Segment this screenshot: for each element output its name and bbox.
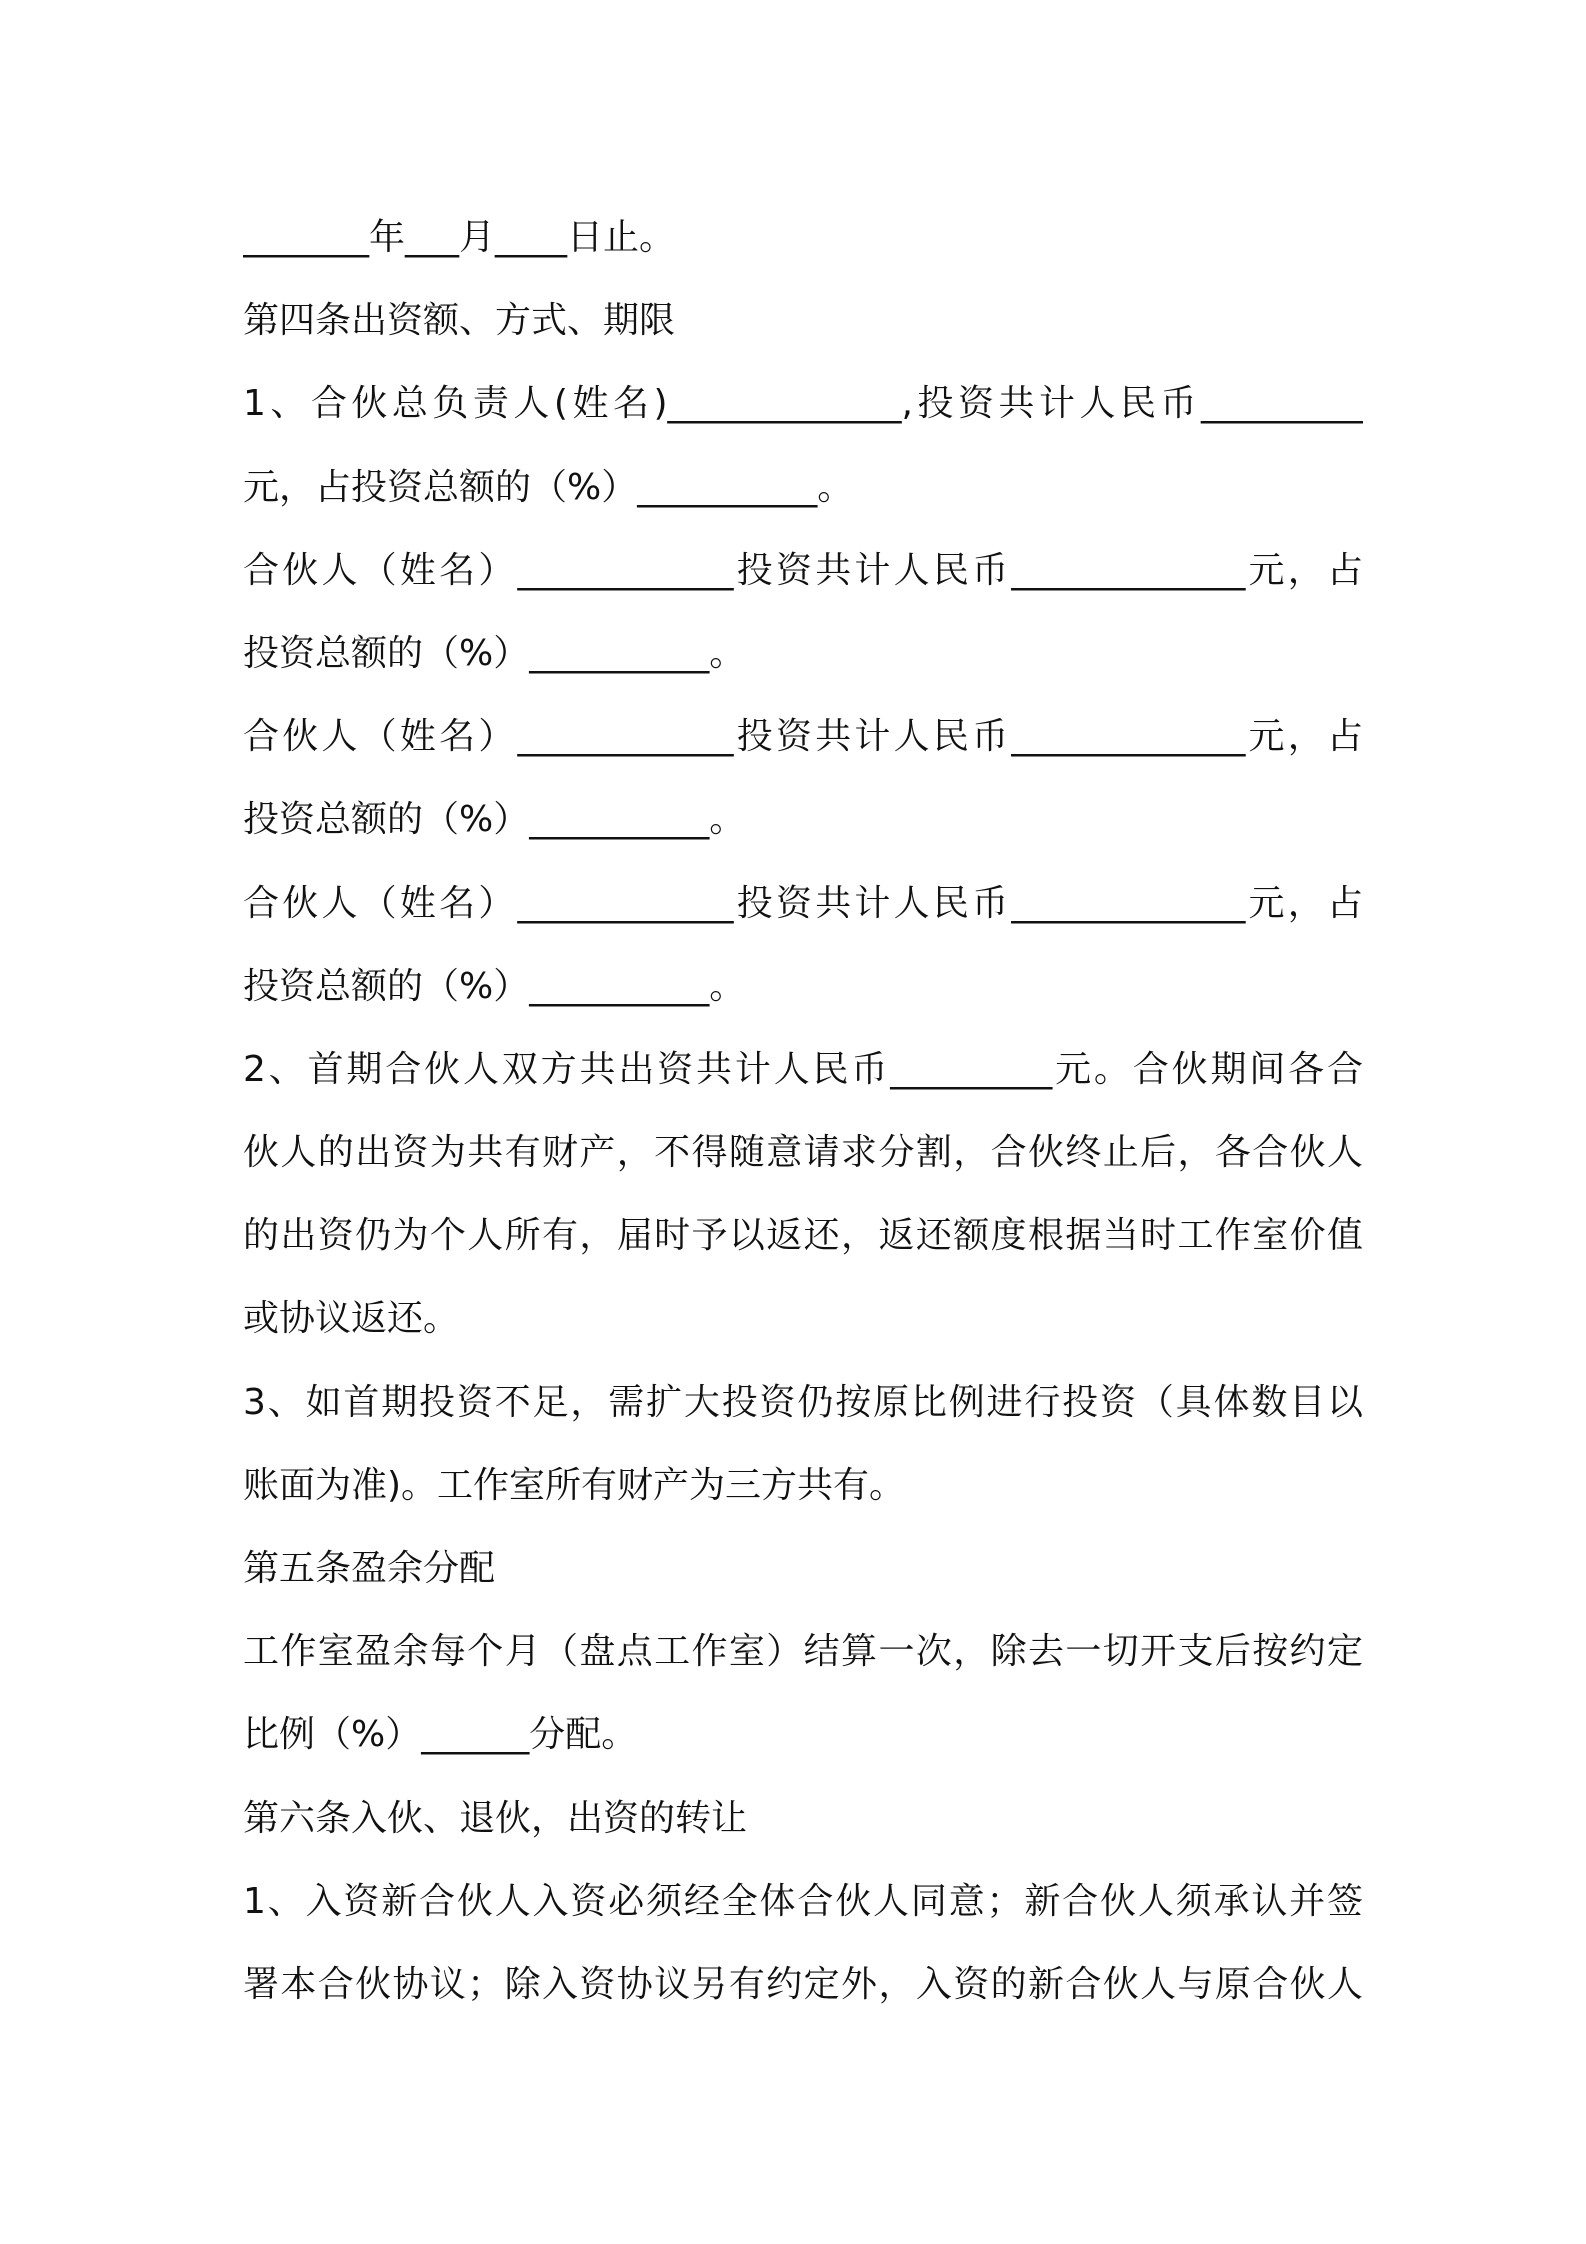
line-21: 1、入资新合伙人入资必须经全体合伙人同意；新合伙人须承认并签	[243, 1880, 1363, 1922]
line-12: 伙人的出资为共有财产，不得随意请求分割，合伙终止后，各合伙人	[243, 1132, 1363, 1174]
line-15: 3、如首期投资不足，需扩大投资仍按原比例进行投资（具体数目以	[243, 1381, 1363, 1423]
line-01: _______年___月____日止。	[243, 217, 676, 258]
line-05: 合伙人（姓名）____________投资共计人民币_____________元，占	[243, 549, 1363, 591]
document-body	[243, 196, 1363, 2026]
article-6-heading: 第六条入伙、退伙，出资的转让	[243, 1797, 748, 1839]
line-11: 2、首期合伙人双方共出资共计人民币_________元。合伙期间各合	[243, 1048, 1363, 1090]
line-19: 比例（%）______分配。	[243, 1714, 638, 1756]
line-16: 账面为准)。工作室所有财产为三方共有。	[243, 1464, 906, 1506]
line-14: 或协议返还。	[243, 1298, 460, 1340]
line-03: 1、合伙总负责人(姓名)_____________,投资共计人民币_________	[243, 383, 1363, 425]
line-13: 的出资仍为个人所有，届时予以返还，返还额度根据当时工作室价值	[243, 1215, 1363, 1257]
line-06: 投资总额的（%）__________。	[243, 632, 746, 674]
article-5-heading: 第五条盈余分配	[243, 1548, 496, 1589]
line-22: 署本合伙协议；除入资协议另有约定外，入资的新合伙人与原合伙人	[243, 1963, 1363, 2005]
line-10: 投资总额的（%）__________。	[243, 965, 746, 1007]
line-09: 合伙人（姓名）____________投资共计人民币_____________元，占	[243, 882, 1363, 924]
line-08: 投资总额的（%）__________。	[243, 799, 746, 841]
line-04: 元，占投资总额的（%）__________。	[243, 466, 854, 508]
line-18: 工作室盈余每个月（盘点工作室）结算一次，除去一切开支后按约定	[243, 1631, 1363, 1673]
article-4-heading: 第四条出资额、方式、期限	[243, 300, 676, 342]
line-07: 合伙人（姓名）____________投资共计人民币_____________元，占	[243, 716, 1363, 758]
